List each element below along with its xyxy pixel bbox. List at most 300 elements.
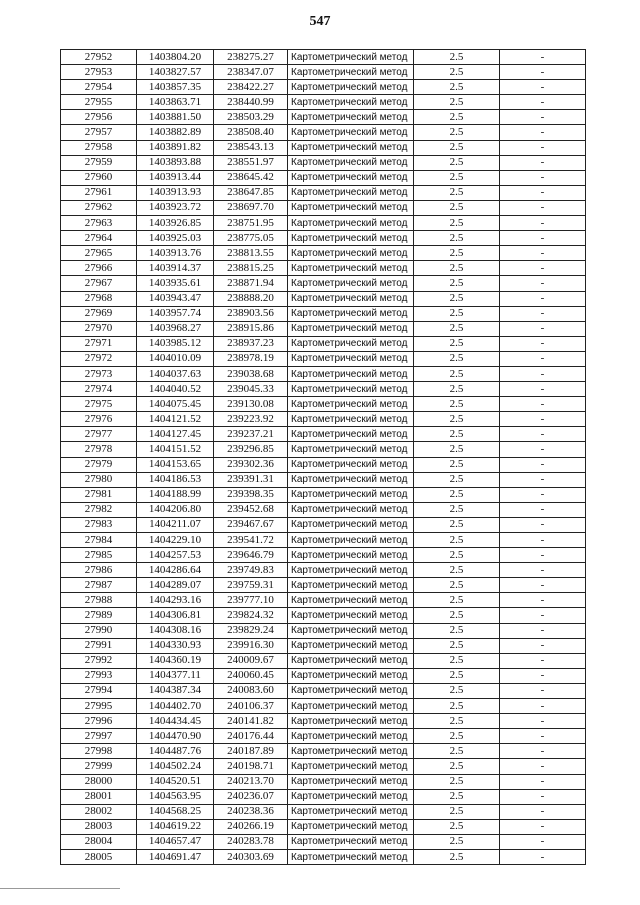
table-row (61, 804, 586, 819)
y-coordinate-cell: 238871.94 (214, 276, 288, 291)
x-coordinate-cell: 1404286.64 (137, 563, 214, 578)
table-row (61, 50, 586, 65)
method-cell: Картометрический метод (288, 140, 414, 155)
method-cell: Картометрический метод (288, 170, 414, 185)
table-row (61, 65, 586, 80)
point-number-cell: 27973 (61, 366, 137, 381)
point-number-cell: 27958 (61, 140, 137, 155)
note-cell: - (500, 804, 586, 819)
note-cell: - (500, 366, 586, 381)
accuracy-cell: 2.5 (414, 789, 500, 804)
note-cell: - (500, 442, 586, 457)
accuracy-cell: 2.5 (414, 170, 500, 185)
point-number-cell: 27987 (61, 578, 137, 593)
point-number-cell: 27972 (61, 351, 137, 366)
y-coordinate-cell: 238813.55 (214, 246, 288, 261)
method-cell: Картометрический метод (288, 578, 414, 593)
point-number-cell: 27970 (61, 321, 137, 336)
y-coordinate-cell: 240083.60 (214, 683, 288, 698)
note-cell: - (500, 95, 586, 110)
method-cell: Картометрический метод (288, 216, 414, 231)
method-cell: Картометрический метод (288, 699, 414, 714)
y-coordinate-cell: 240187.89 (214, 744, 288, 759)
table-row (61, 653, 586, 668)
note-cell: - (500, 306, 586, 321)
x-coordinate-cell: 1404434.45 (137, 714, 214, 729)
method-cell: Картометрический метод (288, 291, 414, 306)
x-coordinate-cell: 1403893.88 (137, 155, 214, 170)
method-cell: Картометрический метод (288, 533, 414, 548)
accuracy-cell: 2.5 (414, 699, 500, 714)
x-coordinate-cell: 1403926.85 (137, 216, 214, 231)
accuracy-cell: 2.5 (414, 216, 500, 231)
y-coordinate-cell: 238888.20 (214, 291, 288, 306)
x-coordinate-cell: 1404229.10 (137, 533, 214, 548)
point-number-cell: 27997 (61, 729, 137, 744)
y-coordinate-cell: 240176.44 (214, 729, 288, 744)
x-coordinate-cell: 1403882.89 (137, 125, 214, 140)
note-cell: - (500, 397, 586, 412)
accuracy-cell: 2.5 (414, 502, 500, 517)
note-cell: - (500, 231, 586, 246)
note-cell: - (500, 563, 586, 578)
y-coordinate-cell: 239391.31 (214, 472, 288, 487)
accuracy-cell: 2.5 (414, 397, 500, 412)
method-cell: Картометрический метод (288, 744, 414, 759)
point-number-cell: 27952 (61, 50, 137, 65)
y-coordinate-cell: 239302.36 (214, 457, 288, 472)
x-coordinate-cell: 1404075.45 (137, 397, 214, 412)
method-cell: Картометрический метод (288, 729, 414, 744)
table-row (61, 155, 586, 170)
accuracy-cell: 2.5 (414, 231, 500, 246)
accuracy-cell: 2.5 (414, 668, 500, 683)
point-number-cell: 27956 (61, 110, 137, 125)
note-cell: - (500, 382, 586, 397)
x-coordinate-cell: 1404563.95 (137, 789, 214, 804)
method-cell: Картометрический метод (288, 668, 414, 683)
point-number-cell: 27994 (61, 683, 137, 698)
x-coordinate-cell: 1403804.20 (137, 50, 214, 65)
note-cell: - (500, 457, 586, 472)
y-coordinate-cell: 238503.29 (214, 110, 288, 125)
accuracy-cell: 2.5 (414, 366, 500, 381)
accuracy-cell: 2.5 (414, 110, 500, 125)
coordinates-table (60, 49, 586, 865)
method-cell: Картометрический метод (288, 819, 414, 834)
point-number-cell: 27978 (61, 442, 137, 457)
table-row (61, 140, 586, 155)
y-coordinate-cell: 239646.79 (214, 548, 288, 563)
table-row (61, 382, 586, 397)
note-cell: - (500, 412, 586, 427)
note-cell: - (500, 593, 586, 608)
x-coordinate-cell: 1403968.27 (137, 321, 214, 336)
x-coordinate-cell: 1403913.44 (137, 170, 214, 185)
point-number-cell: 27964 (61, 231, 137, 246)
table-row (61, 366, 586, 381)
y-coordinate-cell: 238978.19 (214, 351, 288, 366)
accuracy-cell: 2.5 (414, 276, 500, 291)
table-row (61, 336, 586, 351)
point-number-cell: 27988 (61, 593, 137, 608)
accuracy-cell: 2.5 (414, 774, 500, 789)
x-coordinate-cell: 1404360.19 (137, 653, 214, 668)
x-coordinate-cell: 1403923.72 (137, 200, 214, 215)
accuracy-cell: 2.5 (414, 608, 500, 623)
x-coordinate-cell: 1403957.74 (137, 306, 214, 321)
x-coordinate-cell: 1403827.57 (137, 65, 214, 80)
point-number-cell: 27980 (61, 472, 137, 487)
table-row (61, 185, 586, 200)
note-cell: - (500, 185, 586, 200)
accuracy-cell: 2.5 (414, 653, 500, 668)
x-coordinate-cell: 1404619.22 (137, 819, 214, 834)
x-coordinate-cell: 1404257.53 (137, 548, 214, 563)
x-coordinate-cell: 1403935.61 (137, 276, 214, 291)
table-row (61, 517, 586, 532)
x-coordinate-cell: 1404470.90 (137, 729, 214, 744)
point-number-cell: 27957 (61, 125, 137, 140)
x-coordinate-cell: 1404502.24 (137, 759, 214, 774)
coordinates-table-body (61, 50, 586, 865)
point-number-cell: 27971 (61, 336, 137, 351)
x-coordinate-cell: 1404010.09 (137, 351, 214, 366)
point-number-cell: 27984 (61, 533, 137, 548)
point-number-cell: 27990 (61, 623, 137, 638)
point-number-cell: 27966 (61, 261, 137, 276)
x-coordinate-cell: 1403881.50 (137, 110, 214, 125)
accuracy-cell: 2.5 (414, 125, 500, 140)
y-coordinate-cell: 238815.25 (214, 261, 288, 276)
point-number-cell: 28004 (61, 834, 137, 849)
table-row (61, 533, 586, 548)
note-cell: - (500, 819, 586, 834)
table-row (61, 774, 586, 789)
note-cell: - (500, 140, 586, 155)
point-number-cell: 27982 (61, 502, 137, 517)
method-cell: Картометрический метод (288, 246, 414, 261)
method-cell: Картометрический метод (288, 125, 414, 140)
y-coordinate-cell: 238915.86 (214, 321, 288, 336)
x-coordinate-cell: 1404121.52 (137, 412, 214, 427)
point-number-cell: 27985 (61, 548, 137, 563)
note-cell: - (500, 729, 586, 744)
note-cell: - (500, 487, 586, 502)
method-cell: Картометрический метод (288, 638, 414, 653)
y-coordinate-cell: 240060.45 (214, 668, 288, 683)
point-number-cell: 27995 (61, 699, 137, 714)
note-cell: - (500, 517, 586, 532)
table-row (61, 397, 586, 412)
note-cell: - (500, 216, 586, 231)
method-cell: Картометрический метод (288, 834, 414, 849)
point-number-cell: 27954 (61, 80, 137, 95)
x-coordinate-cell: 1404040.52 (137, 382, 214, 397)
table-row (61, 834, 586, 849)
point-number-cell: 27983 (61, 517, 137, 532)
x-coordinate-cell: 1404330.93 (137, 638, 214, 653)
accuracy-cell: 2.5 (414, 351, 500, 366)
point-number-cell: 27953 (61, 65, 137, 80)
accuracy-cell: 2.5 (414, 246, 500, 261)
method-cell: Картометрический метод (288, 321, 414, 336)
note-cell: - (500, 548, 586, 563)
table-row (61, 578, 586, 593)
y-coordinate-cell: 239045.33 (214, 382, 288, 397)
accuracy-cell: 2.5 (414, 155, 500, 170)
point-number-cell: 27965 (61, 246, 137, 261)
y-coordinate-cell: 240213.70 (214, 774, 288, 789)
note-cell: - (500, 80, 586, 95)
y-coordinate-cell: 239296.85 (214, 442, 288, 457)
y-coordinate-cell: 239223.92 (214, 412, 288, 427)
page-number: 547 (309, 14, 331, 29)
accuracy-cell: 2.5 (414, 623, 500, 638)
x-coordinate-cell: 1403985.12 (137, 336, 214, 351)
y-coordinate-cell: 240303.69 (214, 849, 288, 864)
method-cell: Картометрический метод (288, 200, 414, 215)
table-row (61, 427, 586, 442)
y-coordinate-cell: 238647.85 (214, 185, 288, 200)
note-cell: - (500, 759, 586, 774)
x-coordinate-cell: 1404568.25 (137, 804, 214, 819)
y-coordinate-cell: 240266.19 (214, 819, 288, 834)
table-row (61, 819, 586, 834)
y-coordinate-cell: 240236.07 (214, 789, 288, 804)
note-cell: - (500, 261, 586, 276)
method-cell: Картометрический метод (288, 563, 414, 578)
accuracy-cell: 2.5 (414, 336, 500, 351)
accuracy-cell: 2.5 (414, 321, 500, 336)
accuracy-cell: 2.5 (414, 849, 500, 864)
method-cell: Картометрический метод (288, 442, 414, 457)
method-cell: Картометрический метод (288, 185, 414, 200)
table-row (61, 216, 586, 231)
point-number-cell: 27986 (61, 563, 137, 578)
point-number-cell: 27960 (61, 170, 137, 185)
x-coordinate-cell: 1404657.47 (137, 834, 214, 849)
note-cell: - (500, 50, 586, 65)
method-cell: Картометрический метод (288, 397, 414, 412)
table-row (61, 502, 586, 517)
accuracy-cell: 2.5 (414, 487, 500, 502)
table-row (61, 200, 586, 215)
table-row (61, 95, 586, 110)
y-coordinate-cell: 238422.27 (214, 80, 288, 95)
accuracy-cell: 2.5 (414, 563, 500, 578)
y-coordinate-cell: 238508.40 (214, 125, 288, 140)
y-coordinate-cell: 239452.68 (214, 502, 288, 517)
x-coordinate-cell: 1403891.82 (137, 140, 214, 155)
method-cell: Картометрический метод (288, 789, 414, 804)
accuracy-cell: 2.5 (414, 819, 500, 834)
point-number-cell: 27989 (61, 608, 137, 623)
method-cell: Картометрический метод (288, 683, 414, 698)
table-row (61, 683, 586, 698)
table-row (61, 744, 586, 759)
point-number-cell: 27991 (61, 638, 137, 653)
note-cell: - (500, 578, 586, 593)
y-coordinate-cell: 239829.24 (214, 623, 288, 638)
note-cell: - (500, 834, 586, 849)
point-number-cell: 27992 (61, 653, 137, 668)
x-coordinate-cell: 1404127.45 (137, 427, 214, 442)
x-coordinate-cell: 1404188.99 (137, 487, 214, 502)
method-cell: Картометрический метод (288, 95, 414, 110)
method-cell: Картометрический метод (288, 80, 414, 95)
y-coordinate-cell: 238645.42 (214, 170, 288, 185)
point-number-cell: 27955 (61, 95, 137, 110)
table-row (61, 849, 586, 864)
y-coordinate-cell: 240283.78 (214, 834, 288, 849)
point-number-cell: 27963 (61, 216, 137, 231)
y-coordinate-cell: 239824.32 (214, 608, 288, 623)
table-row (61, 638, 586, 653)
method-cell: Картометрический метод (288, 50, 414, 65)
accuracy-cell: 2.5 (414, 80, 500, 95)
note-cell: - (500, 246, 586, 261)
note-cell: - (500, 623, 586, 638)
y-coordinate-cell: 239467.67 (214, 517, 288, 532)
accuracy-cell: 2.5 (414, 804, 500, 819)
point-number-cell: 27996 (61, 714, 137, 729)
point-number-cell: 27961 (61, 185, 137, 200)
note-cell: - (500, 849, 586, 864)
point-number-cell: 27977 (61, 427, 137, 442)
x-coordinate-cell: 1404211.07 (137, 517, 214, 532)
note-cell: - (500, 699, 586, 714)
accuracy-cell: 2.5 (414, 261, 500, 276)
table-row (61, 608, 586, 623)
accuracy-cell: 2.5 (414, 714, 500, 729)
note-cell: - (500, 502, 586, 517)
point-number-cell: 27999 (61, 759, 137, 774)
y-coordinate-cell: 238751.95 (214, 216, 288, 231)
y-coordinate-cell: 240198.71 (214, 759, 288, 774)
y-coordinate-cell: 239237.21 (214, 427, 288, 442)
y-coordinate-cell: 240009.67 (214, 653, 288, 668)
y-coordinate-cell: 239759.31 (214, 578, 288, 593)
y-coordinate-cell: 240106.37 (214, 699, 288, 714)
x-coordinate-cell: 1404289.07 (137, 578, 214, 593)
table-row (61, 623, 586, 638)
accuracy-cell: 2.5 (414, 382, 500, 397)
table-row (61, 170, 586, 185)
note-cell: - (500, 668, 586, 683)
table-row (61, 548, 586, 563)
method-cell: Картометрический метод (288, 276, 414, 291)
y-coordinate-cell: 238551.97 (214, 155, 288, 170)
accuracy-cell: 2.5 (414, 457, 500, 472)
table-row (61, 789, 586, 804)
table-row (61, 291, 586, 306)
method-cell: Картометрический метод (288, 472, 414, 487)
method-cell: Картометрический метод (288, 608, 414, 623)
accuracy-cell: 2.5 (414, 472, 500, 487)
point-number-cell: 28003 (61, 819, 137, 834)
y-coordinate-cell: 238543.13 (214, 140, 288, 155)
note-cell: - (500, 155, 586, 170)
note-cell: - (500, 714, 586, 729)
point-number-cell: 28000 (61, 774, 137, 789)
table-row (61, 276, 586, 291)
table-row (61, 321, 586, 336)
table-row (61, 412, 586, 427)
point-number-cell: 27962 (61, 200, 137, 215)
x-coordinate-cell: 1403913.93 (137, 185, 214, 200)
accuracy-cell: 2.5 (414, 185, 500, 200)
table-row (61, 246, 586, 261)
x-coordinate-cell: 1404520.51 (137, 774, 214, 789)
y-coordinate-cell: 238697.70 (214, 200, 288, 215)
x-coordinate-cell: 1404308.16 (137, 623, 214, 638)
note-cell: - (500, 683, 586, 698)
accuracy-cell: 2.5 (414, 65, 500, 80)
accuracy-cell: 2.5 (414, 306, 500, 321)
method-cell: Картометрический метод (288, 804, 414, 819)
note-cell: - (500, 336, 586, 351)
table-row (61, 442, 586, 457)
point-number-cell: 27974 (61, 382, 137, 397)
y-coordinate-cell: 239916.30 (214, 638, 288, 653)
point-number-cell: 27967 (61, 276, 137, 291)
method-cell: Картометрический метод (288, 623, 414, 638)
table-row (61, 563, 586, 578)
note-cell: - (500, 170, 586, 185)
table-row (61, 472, 586, 487)
x-coordinate-cell: 1404151.52 (137, 442, 214, 457)
point-number-cell: 27998 (61, 744, 137, 759)
point-number-cell: 28002 (61, 804, 137, 819)
x-coordinate-cell: 1403925.03 (137, 231, 214, 246)
method-cell: Картометрический метод (288, 548, 414, 563)
table-row (61, 125, 586, 140)
method-cell: Картометрический метод (288, 261, 414, 276)
accuracy-cell: 2.5 (414, 638, 500, 653)
note-cell: - (500, 427, 586, 442)
accuracy-cell: 2.5 (414, 578, 500, 593)
accuracy-cell: 2.5 (414, 729, 500, 744)
note-cell: - (500, 472, 586, 487)
method-cell: Картометрический метод (288, 714, 414, 729)
x-coordinate-cell: 1403857.35 (137, 80, 214, 95)
y-coordinate-cell: 239038.68 (214, 366, 288, 381)
note-cell: - (500, 789, 586, 804)
note-cell: - (500, 638, 586, 653)
table-row (61, 729, 586, 744)
x-coordinate-cell: 1404402.70 (137, 699, 214, 714)
note-cell: - (500, 291, 586, 306)
x-coordinate-cell: 1404186.53 (137, 472, 214, 487)
table-row (61, 351, 586, 366)
y-coordinate-cell: 240238.36 (214, 804, 288, 819)
method-cell: Картометрический метод (288, 849, 414, 864)
method-cell: Картометрический метод (288, 155, 414, 170)
y-coordinate-cell: 239398.35 (214, 487, 288, 502)
method-cell: Картометрический метод (288, 487, 414, 502)
accuracy-cell: 2.5 (414, 517, 500, 532)
method-cell: Картометрический метод (288, 231, 414, 246)
y-coordinate-cell: 239749.83 (214, 563, 288, 578)
note-cell: - (500, 65, 586, 80)
accuracy-cell: 2.5 (414, 533, 500, 548)
note-cell: - (500, 110, 586, 125)
note-cell: - (500, 774, 586, 789)
table-row (61, 80, 586, 95)
accuracy-cell: 2.5 (414, 593, 500, 608)
accuracy-cell: 2.5 (414, 834, 500, 849)
